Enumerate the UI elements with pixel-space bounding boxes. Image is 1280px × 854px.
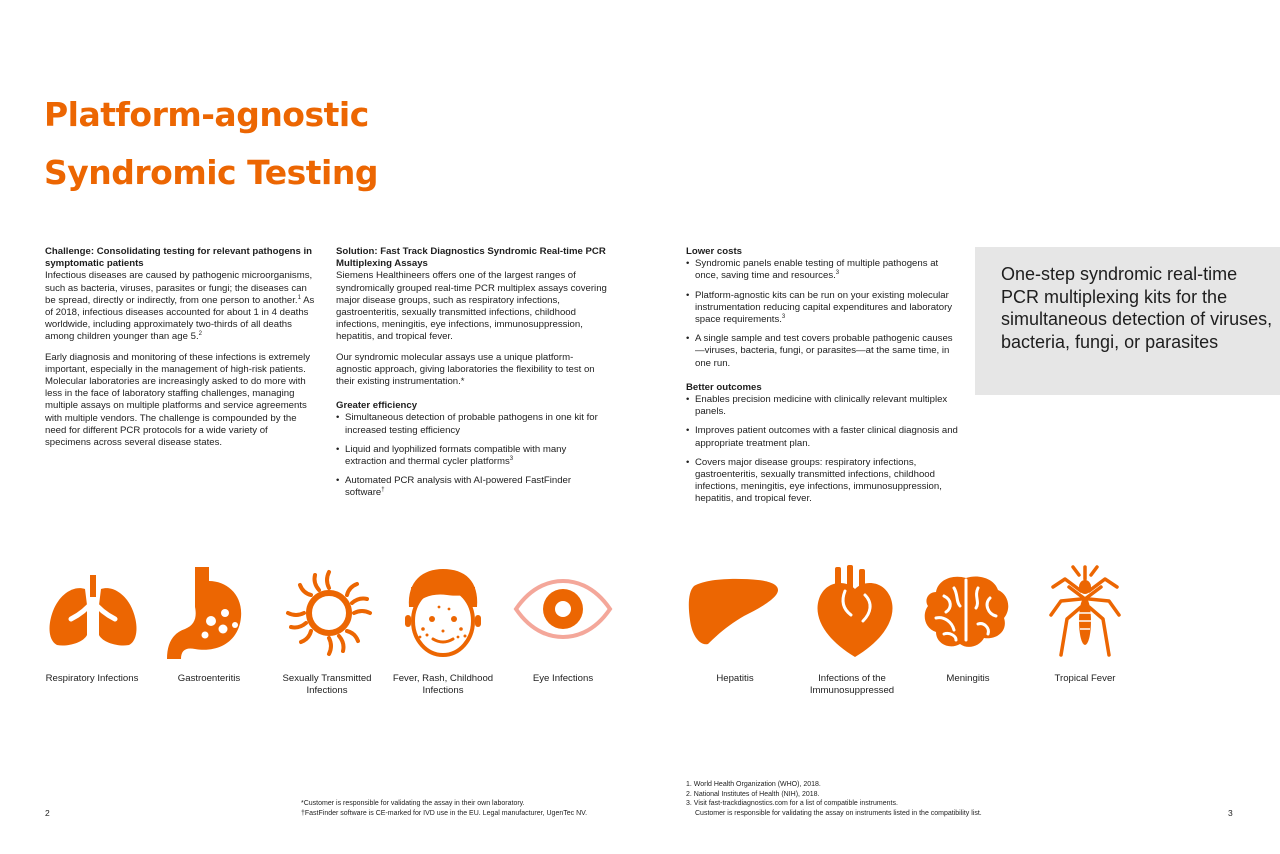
better-outcomes-heading: Better outcomes [686, 381, 762, 393]
lower-costs-item: • A single sample and test covers probable pathogenic causes—viruses, bacteria, fungi, or parasites—at the same time, in one run. [686, 333, 958, 370]
title-line-2: Syndromic Testing [44, 153, 378, 192]
icon-label-meningitis: Meningitis [946, 673, 990, 684]
better-outcomes-item: • Enables precision medicine with clinically relevant multiplex panels. [686, 394, 958, 418]
title-line-1: Platform-agnostic [44, 95, 369, 134]
icon-label-childhood: Fever, Rash, Childhood Infections [392, 673, 494, 696]
solution-heading: Solution: Fast Track Diagnostics Syndromic Real-time PCR Multiplexing Assays [336, 246, 606, 270]
page-number-left: 2 [45, 808, 50, 818]
footnote: *Customer is responsible for validating the assay in their own laboratory. [301, 800, 525, 807]
virus-sun-icon [282, 566, 376, 660]
liver-icon [688, 576, 780, 646]
benefits-column [686, 246, 958, 513]
lungs-icon [45, 575, 141, 647]
footnotes-right [686, 780, 1066, 818]
footnote: 1. World Health Organization (WHO), 2018. [686, 781, 821, 788]
better-outcomes-item: • Covers major disease groups: respiratory infections, gastroenteritis, sexually transmitted infections, childhood infections, meningitis, eye infections, immunosuppression, hepatitis, and tropical fever. [686, 457, 958, 506]
lower-costs-item: • Syndromic panels enable testing of multiple pathogens at once, saving time and resources.$^3$ [686, 258, 958, 282]
icon-label-tropical: Tropical Fever [1054, 673, 1116, 684]
brain-icon [922, 574, 1010, 650]
footnotes-left [301, 799, 641, 818]
child-face-icon [403, 567, 483, 659]
better-outcomes-list [686, 394, 958, 506]
icon-label-gastroenteritis: Gastroenteritis [177, 673, 241, 684]
footnote: 2. National Institutes of Health (NIH), 2018. [686, 790, 820, 798]
stomach-icon [165, 567, 245, 659]
callout-box [975, 247, 1280, 395]
solution-column [336, 246, 608, 507]
footnote: Customer is responsible for validating the assay on instruments listed in the compatibility list. [695, 809, 982, 817]
footnote: 3. Visit fast-trackdiagnostics.com for a list of compatible instruments. [686, 800, 898, 807]
challenge-paragraph-1: Infectious diseases are caused by pathogenic microorganisms, such as bacteria, viruses, parasites or fungi; the diseases can be spread, directly or indirectly, from one person to another.$^1$ As of 2018, infectious diseases accounted for about 1 in 4 deaths worldwide, including approximately two-thirds of all deaths among children younger than age 5.$^2$ [45, 270, 315, 343]
footnote: †FastFinder software is CE-marked for IVD use in the EU. Legal manufacturer, UgenTec NV. [301, 809, 588, 817]
callout-text: One-step syndromic real-time PCR multiplexing kits for the simultaneous detection of viruses, bacteria, fungi, or parasites [1001, 264, 1273, 352]
icon-label-respiratory: Respiratory Infections [45, 673, 139, 684]
lower-costs-list [686, 258, 958, 370]
icon-label-sti: Sexually Transmitted Infections [282, 673, 372, 696]
efficiency-item: • Liquid and lyophilized formats compatible with many extraction and thermal cycler platforms$^3$ [336, 444, 608, 468]
mosquito-icon [1045, 565, 1125, 657]
better-outcomes-item: • Improves patient outcomes with a faster clinical diagnosis and appropriate treatment plan. [686, 425, 958, 449]
efficiency-item: • Automated PCR analysis with AI-powered FastFinder software† [336, 475, 608, 499]
icon-label-hepatitis: Hepatitis [716, 673, 754, 684]
lower-costs-heading: Lower costs [686, 246, 742, 257]
challenge-paragraph-2: Early diagnosis and monitoring of these infections is extremely important, especially in the management of high-risk patients. Molecular laboratories are increasingly asked to do more with less in the face of laboratory staffing challenges, managing multiple assays on multiple platforms and service agreements with multiple vendors. The challenge is compounded by the need for different PCR protocols for a wide variety of specimens across several disease states. [45, 351, 311, 449]
page-title [44, 86, 464, 202]
lower-costs-item: • Platform-agnostic kits can be run on your existing molecular instrumentation reducing capital expenditures and laboratory space requirements.$^3$ [686, 290, 958, 327]
challenge-heading: Challenge: Consolidating testing for relevant pathogens in symptomatic patients [45, 246, 313, 270]
page-number-right: 3 [1228, 808, 1233, 818]
solution-paragraph-1: Siemens Healthineers offers one of the largest ranges of syndromically grouped real-time PCR multiplex assays covering major disease groups, such as respiratory infections, gastroenteritis, sexually transmitted infections, childhood infections, meningitis, eye infections, immunosuppression, hepatitis, and tropical fever. [336, 270, 607, 343]
efficiency-heading: Greater efficiency [336, 400, 418, 412]
efficiency-item: • Simultaneous detection of probable pathogens in one kit for increased testing efficiency [336, 412, 608, 436]
efficiency-list [336, 412, 608, 499]
icon-label-eye: Eye Infections [532, 673, 594, 684]
solution-paragraph-2: Our syndromic molecular assays use a unique platform-agnostic approach, giving laboratories the flexibility to test on their existing instrumentation.* [336, 351, 595, 388]
icon-label-immunosuppressed: Infections of the Immunosuppressed [809, 673, 895, 696]
challenge-column [45, 246, 315, 457]
eye-icon [513, 578, 613, 640]
heart-icon [815, 565, 895, 659]
